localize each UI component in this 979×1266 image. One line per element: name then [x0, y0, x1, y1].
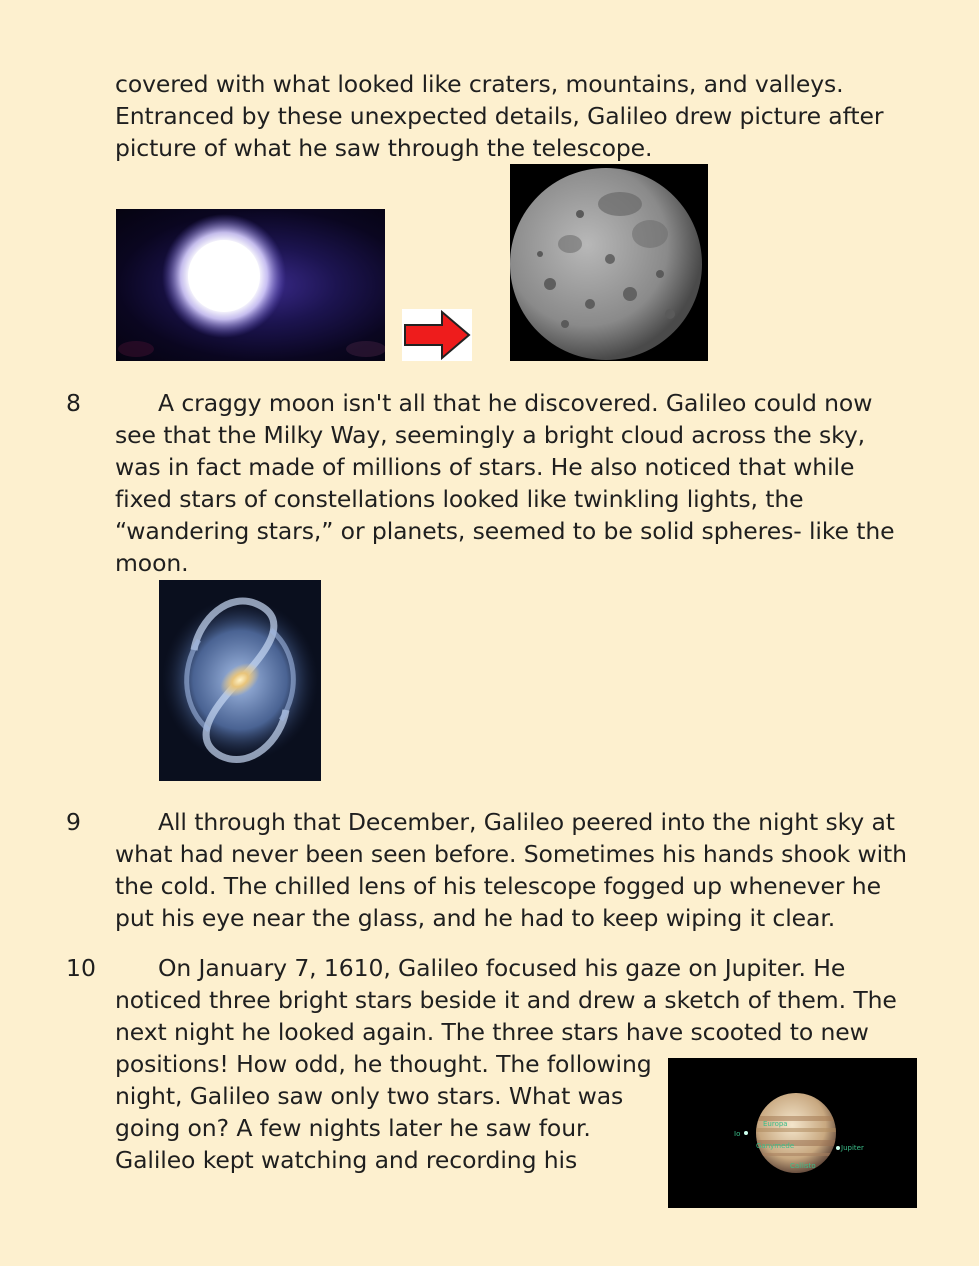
ganymede-label: Ganymede [756, 1142, 795, 1150]
paragraph-9-line-1: All through that December, Galileo peered into the night sky at [158, 808, 895, 836]
io-label: Io [734, 1130, 741, 1138]
europa-label: Europa [763, 1120, 788, 1128]
cratered-moon-image [510, 164, 708, 361]
milky-way-image [159, 580, 321, 781]
paragraph-10-line-6: going on? A few nights later he saw four. [115, 1114, 591, 1142]
paragraph-8-line-2: see that the Milky Way, seemingly a bright cloud across the sky, [115, 421, 866, 449]
paragraph-8-line-6: moon. [115, 549, 189, 577]
galaxy-icon [159, 580, 321, 781]
paragraph-number-8: 8 [66, 389, 81, 417]
paragraph-8-line-1: A craggy moon isn't all that he discovered. Galileo could now [158, 389, 873, 417]
paragraph-10-line-5: night, Galileo saw only two stars. What was [115, 1082, 624, 1110]
jupiter-image [668, 1058, 917, 1208]
paragraph-9-line-4: put his eye near the glass, and he had to keep wiping it clear. [115, 904, 836, 932]
paragraph-10-line-2: noticed three bright stars beside it and drew a sketch of them. The [115, 986, 897, 1014]
paragraph-number-10: 10 [66, 954, 96, 982]
paragraph-10-line-4: positions! How odd, he thought. The following [115, 1050, 652, 1078]
paragraph-8-line-3: was in fact made of millions of stars. He also noticed that while [115, 453, 855, 481]
arrow-right-icon [402, 309, 472, 361]
paragraph-10-line-3: next night he looked again. The three stars have scooted to new [115, 1018, 869, 1046]
paragraph-10-line-1: On January 7, 1610, Galileo focused his gaze on Jupiter. He [158, 954, 846, 982]
intro-line-1: covered with what looked like craters, mountains, and valleys. [115, 70, 844, 98]
paragraph-9-line-2: what had never been seen before. Sometimes his hands shook with [115, 840, 907, 868]
jupiter-icon [668, 1058, 917, 1208]
callisto-label: Callisto [790, 1162, 816, 1170]
paragraph-9-line-3: the cold. The chilled lens of his telescope fogged up whenever he [115, 872, 881, 900]
bright-moon-icon [116, 209, 385, 361]
jupiter-label: Jupiter [841, 1144, 864, 1152]
intro-line-2: Entranced by these unexpected details, Galileo drew picture after [115, 102, 884, 130]
intro-line-3: picture of what he saw through the telescope. [115, 134, 653, 162]
paragraph-8-line-4: fixed stars of constellations looked like twinkling lights, the [115, 485, 804, 513]
paragraph-number-9: 9 [66, 808, 81, 836]
bright-moon-image [116, 209, 385, 361]
paragraph-8-line-5: “wandering stars,” or planets, seemed to be solid spheres- like the [115, 517, 895, 545]
moon-icon [510, 164, 708, 361]
paragraph-10-line-7: Galileo kept watching and recording his [115, 1146, 578, 1174]
